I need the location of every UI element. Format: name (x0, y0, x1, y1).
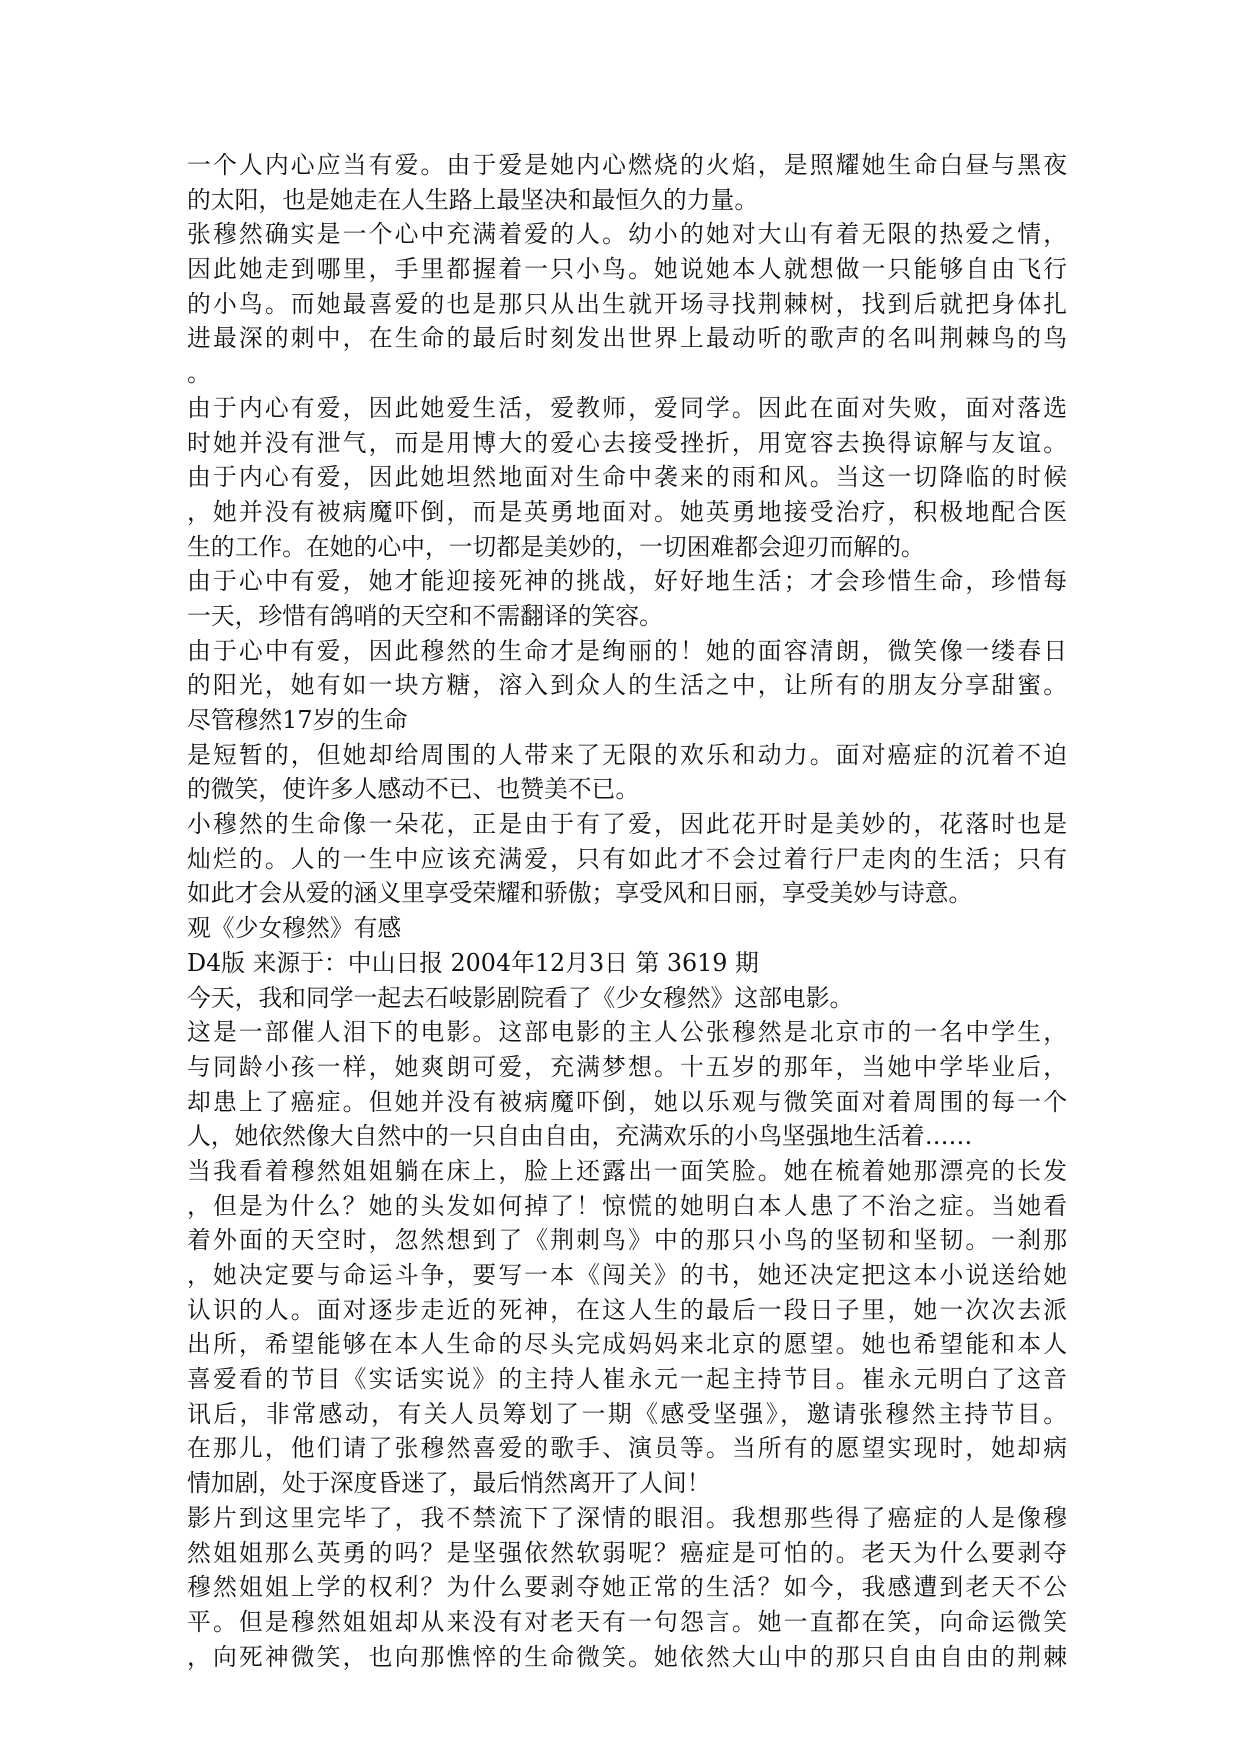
text-line: 认识的人。面对逐步走近的死神，在这人生的最后一段日子里，她一次次去派 (187, 1295, 1067, 1324)
text-line: 生的工作。在她的心中，一切都是美妙的，一切困难都会迎刃而解的。 (187, 532, 925, 561)
text-line: ，但是为什么？她的头发如何掉了！惊慌的她明白本人患了不治之症。当她看 (187, 1191, 1067, 1220)
text-line: 时她并没有泄气，而是用博大的爱心去接受挫折，用宽容去换得谅解与友谊。 (187, 428, 1067, 457)
text-line: 着外面的天空时，忽然想到了《荆刺鸟》中的那只小鸟的坚韧和坚韧。一刹那 (187, 1226, 1067, 1255)
text-line: 因此她走到哪里，手里都握着一只小鸟。她说她本人就想做一只能够自由飞行 (187, 255, 1067, 284)
article-source: D4版 来源于：中山日报 2004年12月3日 第 3619 期 (187, 948, 759, 977)
text-line: 讯后，非常感动，有关人员筹划了一期《感受坚强》，邀请张穆然主持节目。 (187, 1399, 1067, 1428)
text-line: 如此才会从爱的涵义里享受荣耀和骄傲；享受风和日丽，享受美妙与诗意。 (187, 879, 973, 908)
text-line: 出所，希望能够在本人生命的尽头完成妈妈来北京的愿望。她也希望能和本人 (187, 1330, 1067, 1359)
text-line: 喜爱看的节目《实话实说》的主持人崔永元一起主持节目。崔永元明白了这音 (187, 1365, 1067, 1394)
text-line: 由于心中有爱，因此穆然的生命才是绚丽的！她的面容清朗，微笑像一缕春日 (187, 636, 1067, 665)
text-line: 今天，我和同学一起去石岐影剧院看了《少女穆然》这部电影。 (187, 983, 854, 1012)
text-line: 人，她依然像大自然中的一只自由自由，充满欢乐的小鸟坚强地生活着…… (187, 1122, 973, 1151)
text-line: 尽管穆然17岁的生命 (187, 706, 408, 734)
text-line: 小穆然的生命像一朵花，正是由于有了爱，因此花开时是美妙的，花落时也是 (187, 810, 1067, 839)
text-line: 的阳光，她有如一块方糖，溶入到众人的生活之中，让所有的朋友分享甜蜜。 (187, 671, 1067, 700)
article-title: 观《少女穆然》有感 (187, 914, 402, 943)
text-line: 的小鸟。而她最喜爱的也是那只从出生就开场寻找荆棘树，找到后就把身体扎 (187, 289, 1067, 318)
text-line: 一天，珍惜有鸽哨的天空和不需翻译的笑容。 (187, 601, 663, 630)
text-line: 进最深的刺中，在生命的最后时刻发出世界上最动听的歌声的名叫荆棘鸟的鸟 (187, 324, 1067, 353)
text-line: 的太阳，也是她走在人生路上最坚决和最恒久的力量。 (187, 185, 759, 214)
text-line: 影片到这里完毕了，我不禁流下了深情的眼泪。我想那些得了癌症的人是像穆 (187, 1503, 1067, 1532)
text-line: 灿烂的。人的一生中应该充满爱，只有如此才不会过着行尸走肉的生活；只有 (187, 844, 1067, 873)
text-line: 由于内心有爱，因此她坦然地面对生命中袭来的雨和风。当这一切降临的时候 (187, 463, 1067, 492)
text-line: 平。但是穆然姐姐却从来没有对老天有一句怨言。她一直都在笑，向命运微笑 (187, 1607, 1067, 1636)
text-line: 与同龄小孩一样，她爽朗可爱，充满梦想。十五岁的那年，当她中学毕业后， (187, 1052, 1067, 1081)
text-line: 是短暂的，但她却给周围的人带来了无限的欢乐和动力。面对癌症的沉着不迫 (187, 740, 1067, 769)
text-line: 却患上了癌症。但她并没有被病魔吓倒，她以乐观与微笑面对着周围的每一个 (187, 1087, 1067, 1116)
text-line: 情加剧，处于深度昏迷了，最后悄然离开了人间！ (187, 1469, 711, 1498)
text-line: 当我看着穆然姐姐躺在床上，脸上还露出一面笑脸。她在梳着她那漂亮的长发 (187, 1156, 1067, 1185)
text-line: ，她决定要与命运斗争，要写一本《闯关》的书，她还决定把这本小说送给她 (187, 1261, 1067, 1289)
text-line: 由于心中有爱，她才能迎接死神的挑战，好好地生活；才会珍惜生命，珍惜每 (187, 567, 1067, 596)
text-line: 张穆然确实是一个心中充满着爱的人。幼小的她对大山有着无限的热爱之情， (187, 220, 1067, 249)
text-line: 一个人内心应当有爱。由于爱是她内心燃烧的火焰，是照耀她生命白昼与黑夜 (187, 151, 1067, 179)
text-line: 这是一部催人泪下的电影。这部电影的主人公张穆然是北京市的一名中学生， (187, 1018, 1067, 1047)
text-line: 在那儿，他们请了张穆然喜爱的歌手、演员等。当所有的愿望实现时，她却病 (187, 1434, 1067, 1463)
text-line: 的微笑，使许多人感动不已、也赞美不已。 (187, 775, 640, 804)
text-line: ，向死神微笑，也向那憔悴的生命微笑。她依然大山中的那只自由自由的荆棘 (187, 1642, 1067, 1671)
text-line: 然姐姐那么英勇的吗？是坚强依然软弱呢？癌症是可怕的。老天为什么要剥夺 (187, 1538, 1067, 1567)
text-line: 穆然姐姐上学的权利？为什么要剥夺她正常的生活？如今，我感遭到老天不公 (187, 1573, 1067, 1602)
text-line: 由于内心有爱，因此她爱生活，爱教师，爱同学。因此在面对失败，面对落选 (187, 393, 1067, 422)
text-line: 。 (187, 359, 211, 388)
text-line: ，她并没有被病魔吓倒，而是英勇地面对。她英勇地接受治疗，积极地配合医 (187, 497, 1067, 526)
document-body (187, 148, 1067, 1674)
